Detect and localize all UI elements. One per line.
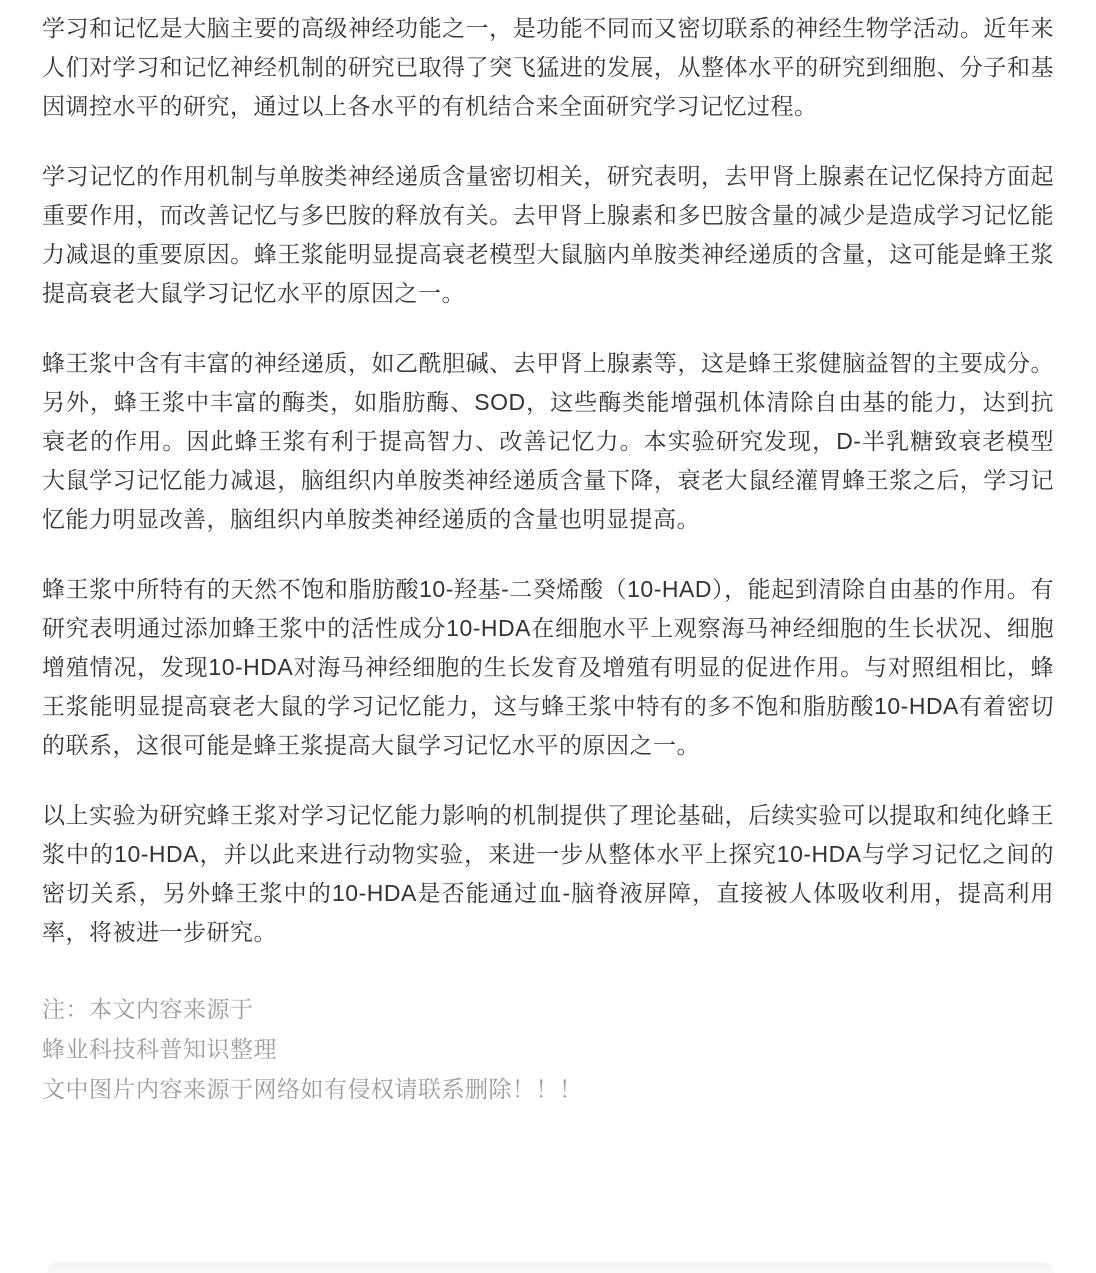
note-line: 蜂业科技科普知识整理 [42, 1036, 277, 1062]
article-paragraph: 蜂王浆中所特有的天然不饱和脂肪酸10-羟基-二癸烯酸（10-HAD），能起到清除自由基的作用。有研究表明通过添加蜂王浆中的活性成分10-HDA在细胞水平上观察海马神经细胞的生长状况、细胞增殖情况，发现10-HDA对海马神经细胞的生长发育及增殖有明显的促进作用。与对照组相比，蜂王浆能明显提高衰老大鼠的学习记忆能力，这与蜂王浆中特有的多不饱和脂肪酸10-HDA有着密切的联系，这很可能是蜂王浆提高大鼠学习记忆水平的原因之一。 [42, 576, 1054, 758]
note-line: 注：本文内容来源于 [42, 996, 254, 1022]
article-paragraph: 以上实验为研究蜂王浆对学习记忆能力影响的机制提供了理论基础，后续实验可以提取和纯化蜂王浆中的10-HDA，并以此来进行动物实验，来进一步从整体水平上探究10-HDA与学习记忆之间的密切关系，另外蜂王浆中的10-HDA是否能通过血-脑脊液屏障，直接被人体吸收利用，提高利用率，将被进一步研究。 [42, 802, 1054, 945]
note-line: 文中图片内容来源于网络如有侵权请联系删除！！！ [42, 1076, 583, 1102]
article-paragraph: 蜂王浆中含有丰富的神经递质，如乙酰胆碱、去甲肾上腺素等，这是蜂王浆健脑益智的主要成分。另外，蜂王浆中丰富的酶类，如脂肪酶、SOD，这些酶类能增强机体清除自由基的能力，达到抗衰老的作用。因此蜂王浆有利于提高智力、改善记忆力。本实验研究发现，D-半乳糖致衰老模型大鼠学习记忆能力减退，脑组织内单胺类神经递质含量下降，衰老大鼠经灌胃蜂王浆之后，学习记忆能力明显改善，脑组织内单胺类神经递质的含量也明显提高。 [42, 350, 1054, 532]
attribution-note [42, 989, 1054, 1109]
article-paragraph: 学习和记忆是大脑主要的高级神经功能之一，是功能不同而又密切联系的神经生物学活动。近年来人们对学习和记忆神经机制的研究已取得了突飞猛进的发展，从整体水平的研究到细胞、分子和基因调控水平的研究，通过以上各水平的有机结合来全面研究学习记忆过程。 [42, 15, 1054, 119]
article-paragraph: 学习记忆的作用机制与单胺类神经递质含量密切相关，研究表明，去甲肾上腺素在记忆保持方面起重要作用，而改善记忆与多巴胺的释放有关。去甲肾上腺素和多巴胺含量的减少是造成学习记忆能力减退的重要原因。蜂王浆能明显提高衰老模型大鼠脑内单胺类神经递质的含量，这可能是蜂王浆提高衰老大鼠学习记忆水平的原因之一。 [42, 163, 1054, 306]
next-section-card-top [47, 1262, 1054, 1273]
